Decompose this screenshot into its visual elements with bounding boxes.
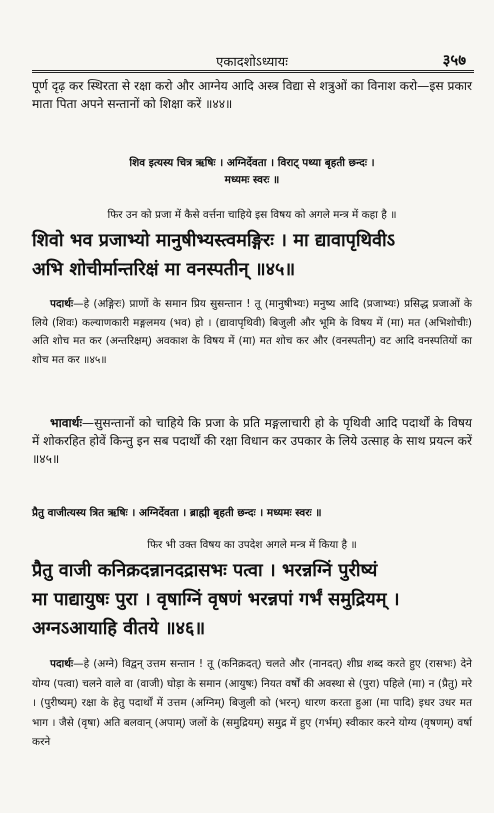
mantra-45 xyxy=(32,226,472,284)
bhavartha-45 xyxy=(32,414,472,468)
mantra-meta-45 xyxy=(32,155,472,189)
padartha-text: —हे (अङ्गिरः) प्राणों के समान प्रिय सुसन्तान ! तू (मानुषीभ्यः) मनुष्य आदि (प्रजाभ्यः) प्रसिद्ध प्रजाओं के लिये (शिवः) कल्याणकारी मङ्गलमय (भव) हो । (द्यावापृथिवी) बिजुली और भूमि के विषय में (मा) मत (अभिशोचीः) अति शोच मत कर (अन्तरिक्षम्) अवकाश के विषय में (मा) मत शोच कर और (वनस्पतीन्) वट आदि वनस्पतियों का शोच मत कर ॥४५॥ xyxy=(32,298,472,366)
mantra-46 xyxy=(32,556,472,643)
paragraph-continuation: पूर्ण दृढ़ कर स्थिरता से रक्षा करो और आग्नेय आदि अस्त्र विद्या से शत्रुओं का विनाश करो—इस प्रकार माता पिता अपने सन्तानों को शिक्षा करें ॥४४॥ xyxy=(32,79,472,111)
bhavartha-label: भावार्थः xyxy=(50,416,82,430)
mantra-intro-46: फिर भी उक्त विषय का उपदेश अगले मन्त्र में किया है ॥ xyxy=(147,539,357,551)
header-rule xyxy=(32,70,474,73)
padartha-45 xyxy=(32,295,472,369)
padartha-label: पदार्थः xyxy=(50,298,74,310)
padartha-text: —हे (अग्ने) विद्वन् उत्तम सन्तान ! तू (कनिक्रदत्) चलते और (नानदत्) शीघ्र शब्द करते हुए (रासभः) देने योग्य (पत्वा) चलने वाले वा (वाजी) घोड़ा के समान (आयुषः) नियत वर्षों की अवस्था से (पुरा) पहिले (मा) न (प्रैतु) मरे । (पुरीष्यम्) रक्षा के हेतु पदार्थों में उत्तम (अग्निम्) बिजुली को (भरन्) धारण करता हुआ (मा पादि) इधर उधर मत भाग । जैसे (वृषा) अति बलवान् (अपाम्) जलों के (समुद्रियम्) समुद्र में हुए (गर्भम्) स्वीकार करने योग्य (वृषणम्) वर्षा करने xyxy=(32,658,472,749)
running-header xyxy=(30,50,474,72)
meta-line: शिव इत्यस्य चित्र ऋषिः । अग्निर्देवता । विराट् पथ्या बृहती छन्दः । xyxy=(129,157,375,169)
chapter-title: एकादशोऽध्यायः xyxy=(216,55,288,70)
mantra-meta-46: प्रैतु वाजीत्यस्य त्रित ऋषिः । अग्निर्देवता । ब्राह्मी बृहती छन्दः । मध्यमः स्वरः ॥ xyxy=(32,507,322,519)
mantra-line: अभि शोचीर्मान्तरिक्षं मा वनस्पतीन् ॥४५॥ xyxy=(32,259,296,280)
page-number: ३५७ xyxy=(442,51,466,69)
mantra-line: अग्नऽआयाहि वीतये ॥४६॥ xyxy=(32,618,206,639)
mantra-line: प्रैतु वाजी कनिक्रदन्नानदद्रासभः पत्वा । भरन्नग्निं पुरीष्यं xyxy=(32,560,378,581)
padartha-46 xyxy=(32,655,472,753)
meta-line: मध्यमः स्वरः ॥ xyxy=(224,174,280,186)
padartha-label: पदार्थः xyxy=(50,658,74,670)
mantra-intro-45: फिर उन को प्रजा में कैसे वर्त्तना चाहिये इस विषय को अगले मन्त्र में कहा है ॥ xyxy=(107,209,397,221)
bhavartha-text: —सुसन्तानों को चाहिये कि प्रजा के प्रति मङ्गलाचारी हो के पृथिवी आदि पदार्थों के विषय में शोकरहित होवें किन्तु इन सब पदार्थों की रक्षा विधान कर उपकार के लिये उत्साह के साथ प्रयत्न करें ॥४५॥ xyxy=(32,416,472,466)
mantra-line: शिवो भव प्रजाभ्यो मानुषीभ्यस्त्वमङ्गिरः । मा द्यावापृथिवीऽ xyxy=(32,230,396,251)
mantra-line: मा पाद्यायुषः पुरा । वृषाग्निं वृषणं भरन्नपां गर्भं समुद्रियम् । xyxy=(32,589,400,610)
